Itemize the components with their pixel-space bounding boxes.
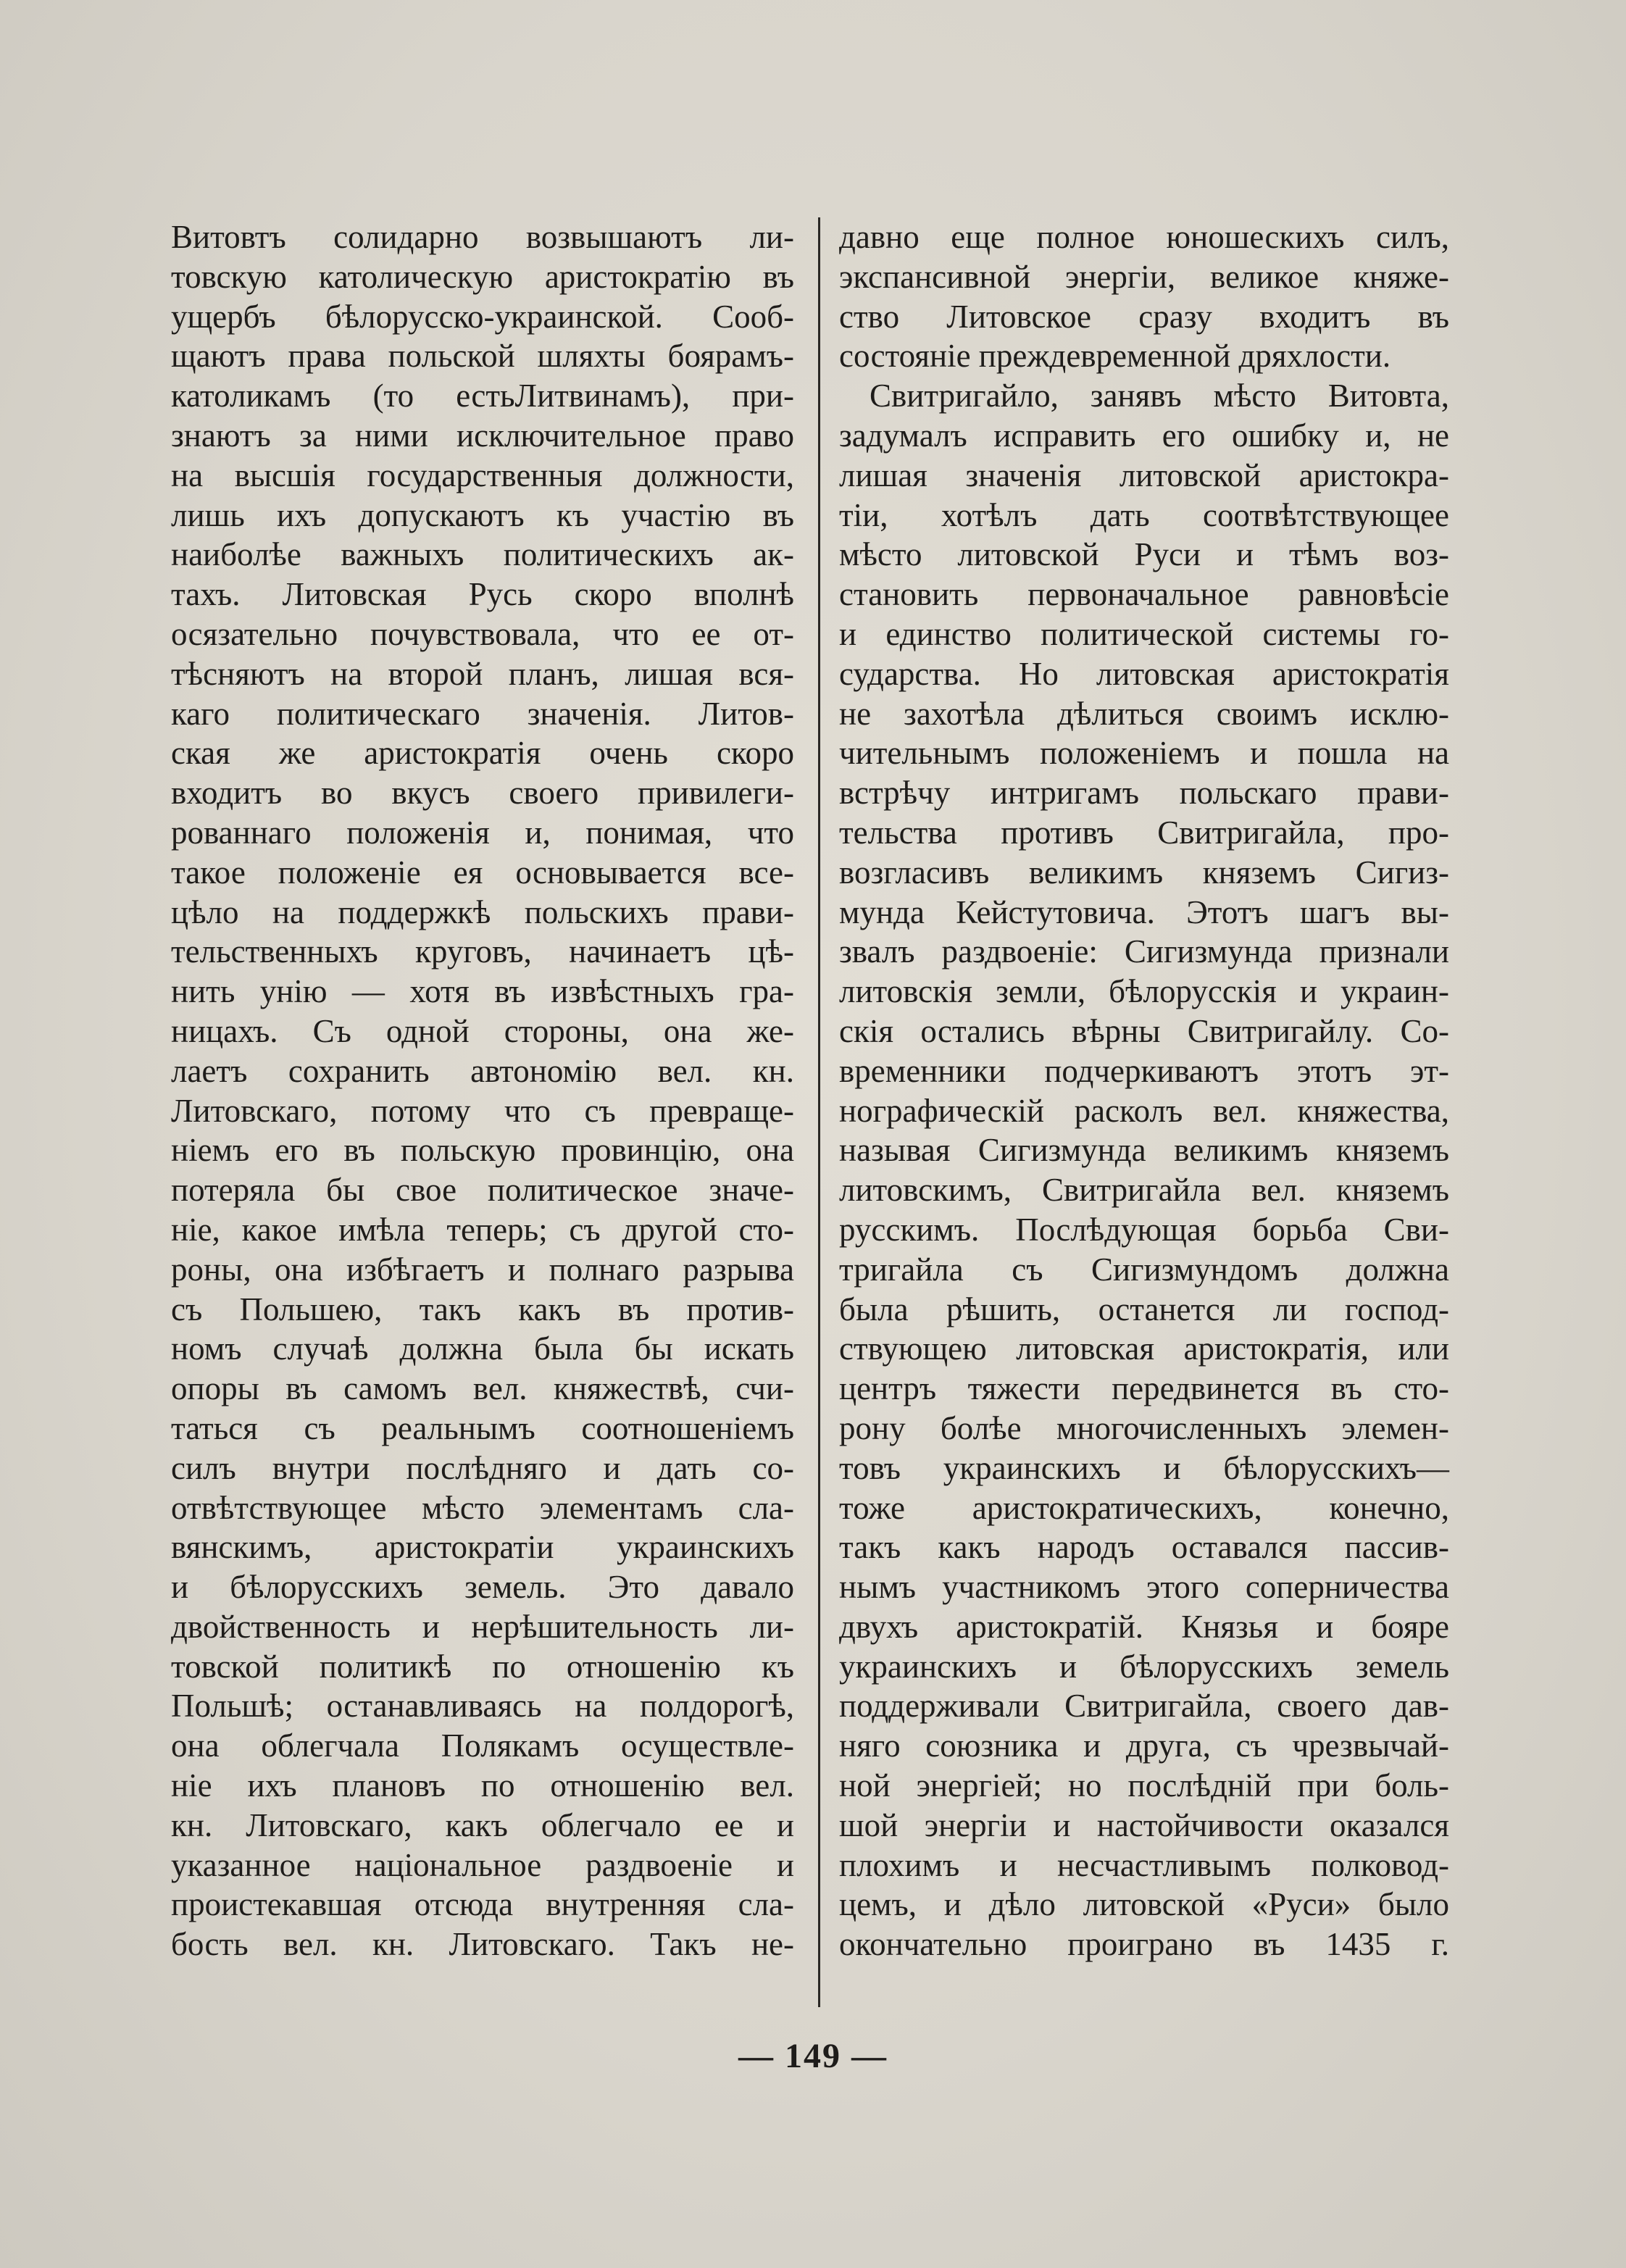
text-line: съ Польшею, такъ какъ въ против-	[171, 1291, 794, 1327]
text-line: тоже аристократическихъ, конечно,	[839, 1489, 1449, 1526]
text-line: роны, она избѣгаетъ и полнаго разрыва	[171, 1251, 794, 1288]
text-line: лаетъ сохранить автономію вел. кн.	[171, 1052, 794, 1089]
text-line: ство Литовское сразу входитъ въ	[839, 298, 1449, 335]
text-line: становить первоначальное равновѣсіе	[839, 576, 1449, 613]
text-line: Витовтъ солидарно возвышаютъ ли-	[171, 219, 794, 255]
text-line: нографическій расколъ вел. княжества,	[839, 1092, 1449, 1129]
text-line: встрѣчу интригамъ польскаго прави-	[839, 775, 1449, 812]
text-line: экспансивной энергіи, великое княже-	[839, 258, 1449, 295]
text-line: сударства. Но литовская аристократія	[839, 655, 1449, 692]
text-line: она облегчала Полякамъ осуществле-	[171, 1727, 794, 1764]
text-line: номъ случаѣ должна была бы искать	[171, 1330, 794, 1367]
text-line: возгласивъ великимъ княземъ Сигиз-	[839, 854, 1449, 891]
text-line: цѣло на поддержкѣ польскихъ прави-	[171, 893, 794, 930]
text-line: тахъ. Литовская Русь скоро вполнѣ	[171, 576, 794, 613]
text-line: щаютъ права польской шляхты боярамъ-	[171, 338, 794, 375]
text-line: тіи, хотѣлъ дать соотвѣтствующее	[839, 496, 1449, 533]
text-line: ніе ихъ плановъ по отношенію вел.	[171, 1767, 794, 1804]
text-line: литовскимъ, Свитригайла вел. княземъ	[839, 1172, 1449, 1209]
text-line: шой энергіи и настойчивости оказался	[839, 1806, 1449, 1843]
text-line: товской политикѣ по отношенію къ	[171, 1648, 794, 1685]
text-line: нымъ участникомъ этого соперничества	[839, 1569, 1449, 1606]
text-line: такое положеніе ея основывается все-	[171, 854, 794, 891]
text-line: ніе, какое имѣла теперь; съ другой сто-	[171, 1211, 794, 1248]
text-line: лишь ихъ допускаютъ къ участію въ	[171, 496, 794, 533]
text-line: тельственныхъ круговъ, начинаетъ цѣ-	[171, 933, 794, 970]
text-line: окончательно проиграно въ 1435 г.	[839, 1926, 1449, 1963]
text-line: ствующею литовская аристократія, или	[839, 1330, 1449, 1367]
text-line: тельства противъ Свитригайла, про-	[839, 814, 1449, 851]
text-line: тѣсняютъ на второй планъ, лишая вся-	[171, 655, 794, 692]
text-line: рону болѣе многочисленныхъ элемен-	[839, 1409, 1449, 1446]
text-line: ущербъ бѣлорусско-украинской. Сооб-	[171, 298, 794, 335]
text-line: рованнаго положенія и, понимая, что	[171, 814, 794, 851]
text-line: временники подчеркиваютъ этотъ эт-	[839, 1052, 1449, 1089]
text-line: входитъ во вкусъ своего привилеги-	[171, 775, 794, 812]
text-line: скія остались вѣрны Свитригайлу. Со-	[839, 1012, 1449, 1049]
text-line: русскимъ. Послѣдующая борьба Сви-	[839, 1211, 1449, 1248]
text-line: не захотѣла дѣлиться своимъ исклю-	[839, 695, 1449, 732]
text-line: отвѣтствующее мѣсто элементамъ сла-	[171, 1489, 794, 1526]
page-number: — 149 —	[738, 2037, 888, 2075]
text-line: потеряла бы свое политическое значе-	[171, 1172, 794, 1209]
text-line: ніемъ его въ польскую провинцію, она	[171, 1132, 794, 1169]
text-line: давно еще полное юношескихъ силъ,	[839, 219, 1449, 255]
text-line: и бѣлорусскихъ земель. Это давало	[171, 1569, 794, 1606]
text-line: двойственность и нерѣшительность ли-	[171, 1608, 794, 1645]
text-line: цемъ, и дѣло литовской «Руси» было	[839, 1886, 1449, 1923]
text-line: двухъ аристократій. Князья и бояре	[839, 1608, 1449, 1645]
text-line: поддерживали Свитригайла, своего дав-	[839, 1688, 1449, 1725]
text-line: чительнымъ положеніемъ и пошла на	[839, 735, 1449, 772]
text-line: осязательно почувствовала, что ее от-	[171, 615, 794, 652]
text-line: вянскимъ, аристократіи украинскихъ	[171, 1529, 794, 1566]
text-line: плохимъ и несчастливымъ полковод-	[839, 1846, 1449, 1883]
text-line: Польшѣ; останавливаясь на полдорогѣ,	[171, 1688, 794, 1725]
text-line: ной энергіей; но послѣдній при боль-	[839, 1767, 1449, 1804]
text-line: товскую католическую аристократію въ	[171, 258, 794, 295]
text-line: бость вел. кн. Литовскаго. Такъ не-	[171, 1926, 794, 1963]
text-line: лишая значенія литовской аристокра-	[839, 456, 1449, 493]
right-text-column	[839, 217, 1449, 1964]
text-line: проистекавшая отсюда внутренняя сла-	[171, 1886, 794, 1923]
left-text-column	[171, 217, 794, 1964]
text-line: литовскія земли, бѣлорусскія и украин-	[839, 973, 1449, 1010]
text-line: состояніе преждевременной дряхлости.	[839, 338, 1391, 375]
text-line: нить унію — хотя въ извѣстныхъ гра-	[171, 973, 794, 1010]
text-line: силъ внутри послѣдняго и дать со-	[171, 1449, 794, 1486]
text-line: католикамъ (то естьЛитвинамъ), при-	[171, 378, 794, 414]
text-line: таться съ реальнымъ соотношеніемъ	[171, 1409, 794, 1446]
text-line: ская же аристократія очень скоро	[171, 735, 794, 772]
text-line: кн. Литовскаго, какъ облегчало ее и	[171, 1806, 794, 1843]
text-line: Свитригайло, занявъ мѣсто Витовта,	[870, 378, 1449, 414]
text-line: на высшія государственныя должности,	[171, 456, 794, 493]
text-line: опоры въ самомъ вел. княжествѣ, счи-	[171, 1370, 794, 1407]
text-line: задумалъ исправить его ошибку и, не	[839, 417, 1449, 454]
text-line: знаютъ за ними исключительное право	[171, 417, 794, 454]
text-line: указанное національное раздвоеніе и	[171, 1846, 794, 1883]
text-line: мѣсто литовской Руси и тѣмъ воз-	[839, 536, 1449, 573]
text-line: Литовскаго, потому что съ превраще-	[171, 1092, 794, 1129]
text-line: няго союзника и друга, съ чрезвычай-	[839, 1727, 1449, 1764]
text-line: украинскихъ и бѣлорусскихъ земель	[839, 1648, 1449, 1685]
text-line: мунда Кейстутовича. Этотъ шагъ вы-	[839, 893, 1449, 930]
text-line: ницахъ. Съ одной стороны, она же-	[171, 1012, 794, 1049]
text-line: наиболѣе важныхъ политическихъ ак-	[171, 536, 794, 573]
column-divider-rule	[818, 217, 820, 2007]
text-line: называя Сигизмунда великимъ княземъ	[839, 1132, 1449, 1169]
text-line: тригайла съ Сигизмундомъ должна	[839, 1251, 1449, 1288]
text-line: и единство политической системы го-	[839, 615, 1449, 652]
text-line: центръ тяжести передвинется въ сто-	[839, 1370, 1449, 1407]
text-line: звалъ раздвоеніе: Сигизмунда признали	[839, 933, 1449, 970]
text-line: каго политическаго значенія. Литов-	[171, 695, 794, 732]
text-line: такъ какъ народъ оставался пассив-	[839, 1529, 1449, 1566]
text-line: товъ украинскихъ и бѣлорусскихъ—	[839, 1449, 1449, 1486]
text-line: была рѣшить, останется ли господ-	[839, 1291, 1449, 1327]
